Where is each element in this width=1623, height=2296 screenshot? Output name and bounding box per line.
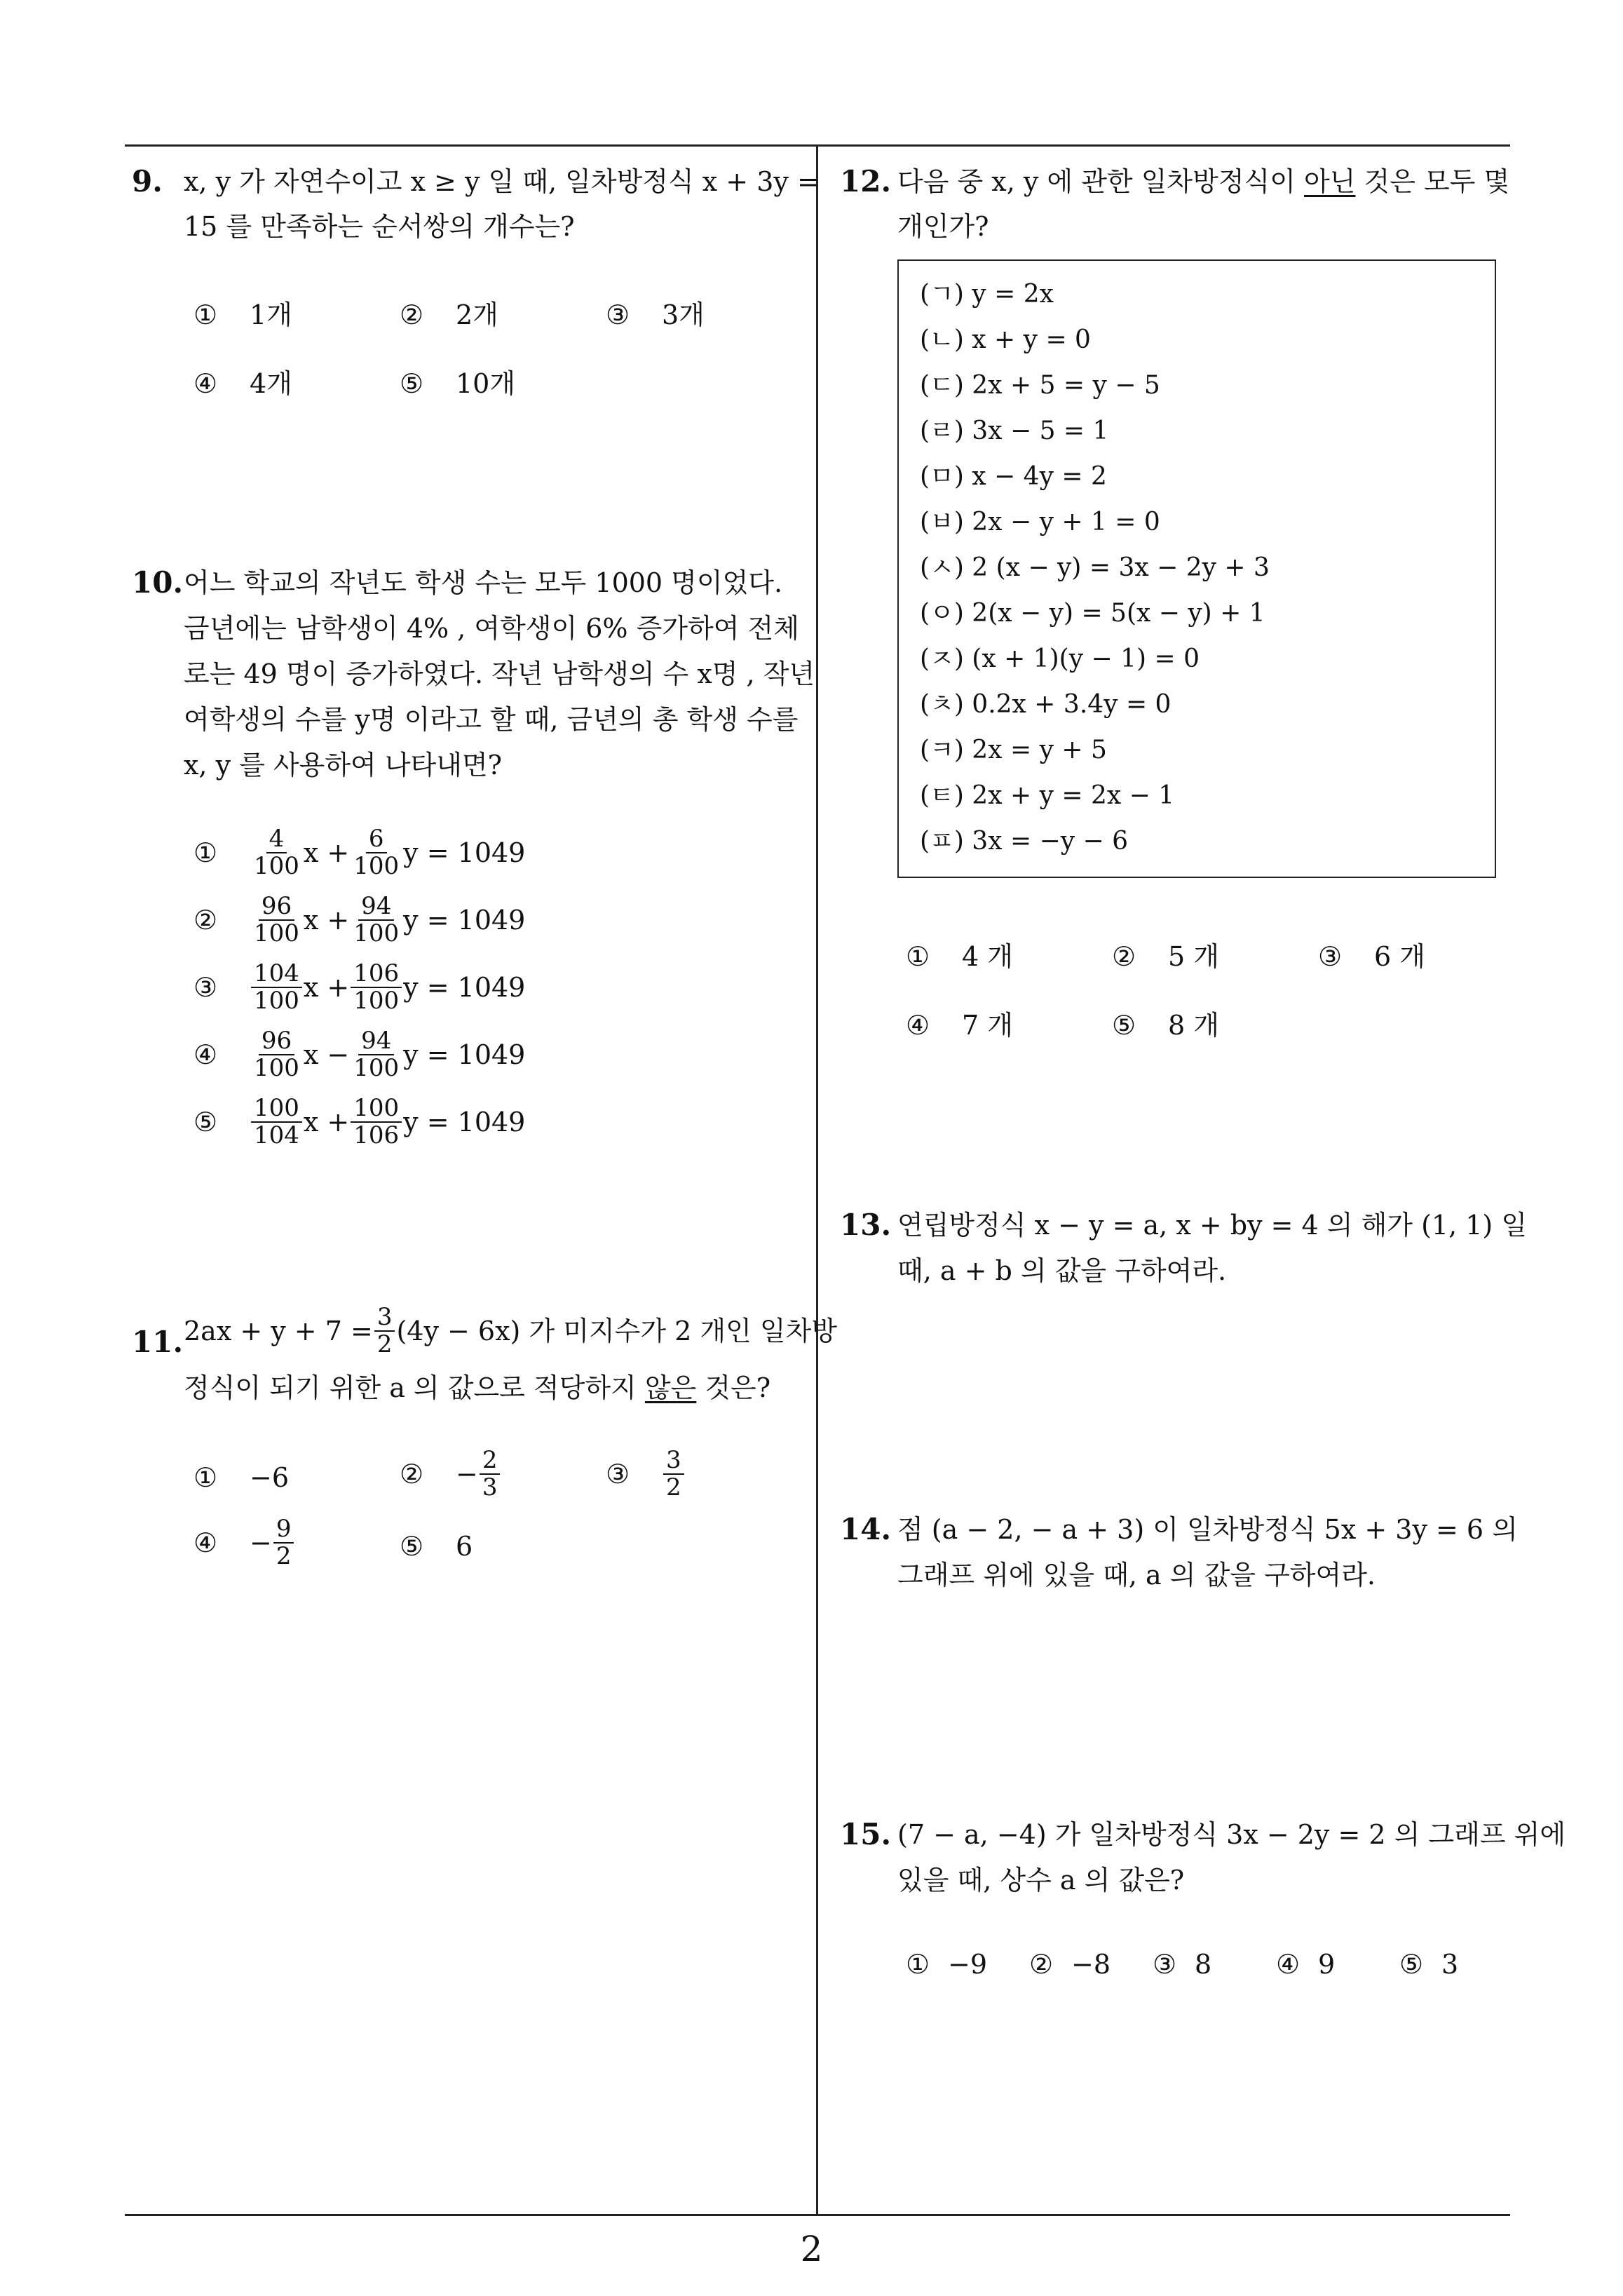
option-text: 9 xyxy=(1318,1949,1336,1980)
fraction: $\frac{94}{100}$ xyxy=(353,892,400,948)
equation-item: (ㄴ) x + y = 0 xyxy=(920,325,1091,354)
option-text: 1개 xyxy=(250,299,292,330)
option-text: y = 1049 xyxy=(403,972,526,1004)
option-mark: ② xyxy=(1112,941,1136,972)
question-number: 10. xyxy=(132,565,184,600)
question-text-line: 연립방정식 x − y = a, x + by = 4 의 해가 (1, 1) 일 xyxy=(897,1210,1528,1241)
option-4[interactable]: ④ − $\frac{9}{2}$ xyxy=(193,1516,295,1570)
question-number: 11. xyxy=(132,1325,184,1359)
question-number: 12. xyxy=(840,164,892,198)
option-2[interactable] xyxy=(1112,943,1219,970)
question-text-line: 정식이 되기 위한 a 의 값으로 적당하지 않은 것은? xyxy=(184,1372,771,1403)
fraction: $\frac{6}{100}$ xyxy=(353,825,400,881)
option-text: 3개 xyxy=(662,299,705,330)
option-text: 6 개 xyxy=(1374,941,1425,972)
option-operator: x + xyxy=(303,905,350,936)
question-text-line: 어느 학교의 작년도 학생 수는 모두 1000 명이었다. xyxy=(184,567,783,598)
option-2[interactable]: ② − $\frac{2}{3}$ xyxy=(400,1447,501,1501)
option-3[interactable] xyxy=(606,1447,686,1501)
fraction: $\frac{100}{106}$ xyxy=(351,1095,402,1149)
option-mark: ⑤ xyxy=(400,368,424,399)
bottom-rule xyxy=(125,2214,1510,2216)
equation-item: (ㅁ) x − 4y = 2 xyxy=(920,462,1107,491)
equation-item: (ㅋ) 2x = y + 5 xyxy=(920,736,1107,764)
fraction: $\frac{94}{100}$ xyxy=(353,1027,400,1083)
option-mark: ① xyxy=(193,1462,218,1493)
underlined-word: 아닌 xyxy=(1304,166,1356,197)
option-operator: x + xyxy=(303,837,350,869)
option-text: −6 xyxy=(250,1462,290,1493)
option-4[interactable] xyxy=(906,1012,1013,1039)
question-text-line: 있을 때, 상수 a 의 값은? xyxy=(897,1865,1185,1896)
page-number: 2 xyxy=(800,2229,823,2269)
fraction: $\frac{96}{100}$ xyxy=(254,1027,299,1083)
question-text-line: 다음 중 x, y 에 관한 일차방정식이 아닌 것은 모두 몇 xyxy=(897,166,1510,197)
option-mark: ④ xyxy=(193,1039,218,1071)
fraction: $\frac{4}{100}$ xyxy=(254,825,299,881)
option-text: 6 xyxy=(456,1531,473,1562)
option-operator: x + xyxy=(303,972,350,1004)
option-1[interactable] xyxy=(193,1464,289,1491)
option-mark: ⑤ xyxy=(1399,1949,1424,1980)
question-text-line: x, y 가 자연수이고 x ≥ y 일 때, 일차방정식 x + 3y = xyxy=(184,166,820,197)
option-text: 4 개 xyxy=(962,941,1013,972)
equation-left: 2ax + y + 7 = xyxy=(184,1316,373,1347)
option-mark: ① xyxy=(906,1949,930,1980)
option-text: −9 xyxy=(948,1949,988,1980)
option-text: 8 xyxy=(1195,1949,1212,1980)
question-text-line: 로는 49 명이 증가하였다. 작년 남학생의 수 x명 , 작년 xyxy=(184,659,815,689)
option-mark: ① xyxy=(906,941,930,972)
column-divider xyxy=(816,144,818,2216)
option-text: 4개 xyxy=(250,368,292,399)
option-text: 10개 xyxy=(456,368,516,399)
underlined-word: 않은 xyxy=(644,1372,697,1403)
option-1[interactable] xyxy=(906,1951,987,1978)
equation-item: (ㅍ) 3x = −y − 6 xyxy=(920,827,1129,856)
question-text-line xyxy=(184,1304,837,1358)
equation-item: (ㄱ) y = 2x xyxy=(920,280,1054,309)
question-text-line: 여학생의 수를 y명 이라고 할 때, 금년의 총 학생 수를 xyxy=(184,704,799,735)
option-3[interactable] xyxy=(606,299,705,330)
option-mark: ④ xyxy=(193,368,218,399)
option-text: y = 1049 xyxy=(403,905,526,936)
equation-item: (ㅊ) 0.2x + 3.4y = 0 xyxy=(920,690,1172,719)
fraction: $\frac{3}{2}$ xyxy=(663,1447,684,1501)
option-mark: ⑤ xyxy=(193,1107,218,1138)
option-text: 5 개 xyxy=(1168,941,1219,972)
option-5[interactable] xyxy=(400,370,515,397)
question-text-line: 금년에는 남학생이 4% , 여학생이 6% 증가하여 전체 xyxy=(184,613,799,644)
option-mark: ② xyxy=(400,1459,424,1490)
option-mark: ① xyxy=(193,837,218,869)
equation-item: (ㄹ) 3x − 5 = 1 xyxy=(920,417,1109,445)
equation-item: (ㅂ) 2x − y + 1 = 0 xyxy=(920,508,1160,536)
option-text: 2개 xyxy=(456,299,498,330)
equation-item: (ㅈ) (x + 1)(y − 1) = 0 xyxy=(920,644,1200,673)
option-4[interactable] xyxy=(193,370,292,397)
option-1[interactable] xyxy=(193,826,525,880)
fraction: $\frac{9}{2}$ xyxy=(273,1516,294,1570)
option-5[interactable] xyxy=(1112,1012,1219,1039)
option-3[interactable] xyxy=(1318,943,1425,970)
question-text-line: 개인가? xyxy=(897,211,989,242)
question-text-line: 15 를 만족하는 순서쌍의 개수는? xyxy=(184,211,575,242)
option-5[interactable] xyxy=(193,1095,525,1149)
option-mark: ① xyxy=(193,299,218,330)
option-mark: ⑤ xyxy=(400,1531,424,1562)
option-mark: ② xyxy=(193,905,218,936)
option-mark: ③ xyxy=(1318,941,1343,972)
option-1[interactable] xyxy=(193,299,292,330)
option-text: y = 1049 xyxy=(403,1107,526,1138)
equation-list-box xyxy=(897,259,1496,878)
question-text-line: 점 (a − 2, − a + 3) 이 일차방정식 5x + 3y = 6 의 xyxy=(897,1514,1518,1545)
option-5[interactable] xyxy=(400,1533,473,1560)
question-number: 13. xyxy=(840,1208,892,1242)
equation-item: (ㄷ) 2x + 5 = y − 5 xyxy=(920,371,1160,400)
option-mark: ④ xyxy=(193,1527,218,1559)
fraction: $\frac{100}{104}$ xyxy=(251,1095,302,1149)
option-operator: x − xyxy=(303,1039,350,1071)
question-text-line: (7 − a, −4) 가 일차방정식 3x − 2y = 2 의 그래프 위에 xyxy=(897,1819,1566,1850)
option-3[interactable] xyxy=(1153,1951,1211,1978)
equation-item: (ㅅ) 2 (x − y) = 3x − 2y + 3 xyxy=(920,553,1270,582)
option-2[interactable] xyxy=(400,299,498,330)
option-mark: ④ xyxy=(1276,1949,1301,1980)
option-2[interactable] xyxy=(193,893,525,947)
question-text-line: 그래프 위에 있을 때, a 의 값을 구하여라. xyxy=(897,1560,1376,1591)
option-text: y = 1049 xyxy=(403,1039,526,1071)
option-text: 8 개 xyxy=(1168,1010,1219,1041)
option-mark: ③ xyxy=(606,1459,630,1490)
option-4[interactable] xyxy=(1276,1951,1335,1978)
option-5[interactable] xyxy=(1399,1951,1458,1978)
option-text: −8 xyxy=(1071,1949,1111,1980)
question-number: 15. xyxy=(840,1817,892,1851)
option-mark: ④ xyxy=(906,1010,930,1041)
option-mark: ⑤ xyxy=(1112,1010,1136,1041)
option-mark: ② xyxy=(1029,1949,1054,1980)
option-4[interactable] xyxy=(193,1028,525,1082)
option-operator: x + xyxy=(303,1107,350,1138)
fraction: $\frac{96}{100}$ xyxy=(254,892,299,948)
fraction: $\frac{106}{100}$ xyxy=(351,961,402,1015)
option-text: 7 개 xyxy=(962,1010,1013,1041)
option-2[interactable] xyxy=(1029,1951,1111,1978)
option-mark: ② xyxy=(400,299,424,330)
fraction: $\frac{104}{100}$ xyxy=(251,961,302,1015)
fraction: $\frac{3}{2}$ xyxy=(374,1304,395,1358)
equation-item: (ㅌ) 2x + y = 2x − 1 xyxy=(920,781,1175,810)
option-1[interactable] xyxy=(906,943,1013,970)
equation-item: (ㅇ) 2(x − y) = 5(x − y) + 1 xyxy=(920,599,1265,628)
equation-right: (4y − 6x) 가 미지수가 2 개인 일차방 xyxy=(396,1316,838,1347)
option-text: 3 xyxy=(1441,1949,1459,1980)
question-text-line: 때, a + b 의 값을 구하여라. xyxy=(897,1255,1227,1286)
option-mark: ③ xyxy=(606,299,630,330)
option-3[interactable] xyxy=(193,961,525,1015)
question-number: 14. xyxy=(840,1512,892,1546)
fraction: $\frac{2}{3}$ xyxy=(480,1447,501,1501)
option-mark: ③ xyxy=(1153,1949,1177,1980)
question-text-line: x, y 를 사용하여 나타내면? xyxy=(184,750,503,781)
question-number: 9. xyxy=(132,164,163,198)
option-mark: ③ xyxy=(193,972,218,1004)
option-text: y = 1049 xyxy=(403,837,526,869)
